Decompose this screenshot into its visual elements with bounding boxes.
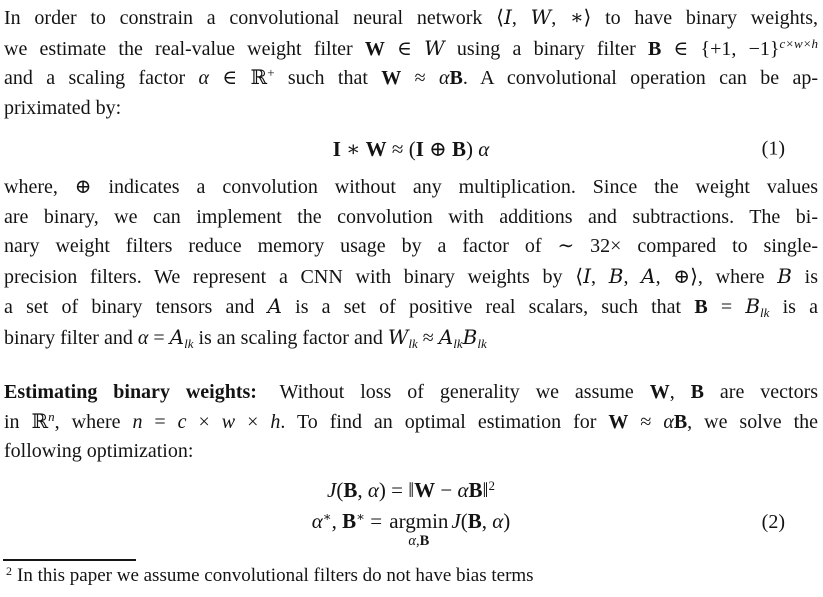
superscript-run: ∗ xyxy=(356,508,365,524)
text-run: I xyxy=(583,263,591,288)
text-run: J xyxy=(327,477,337,502)
text-run: and a scaling factor xyxy=(4,67,199,89)
text-run: α xyxy=(198,67,210,89)
text-run: h xyxy=(270,410,281,433)
text-run: A xyxy=(169,324,185,349)
text-run: W xyxy=(424,35,445,60)
text-run: J xyxy=(451,508,461,533)
text-run: α xyxy=(439,67,450,89)
text-run: = xyxy=(364,508,388,533)
equation-2 xyxy=(4,475,818,549)
text-run: α xyxy=(663,410,674,433)
text-run: = xyxy=(142,410,178,433)
text-run: , ⊕⟩, where xyxy=(655,265,778,288)
text-run: B xyxy=(647,37,662,60)
text-run: × xyxy=(186,410,222,433)
footnote-text: In this paper we assume convolutional filters do not have bias terms xyxy=(17,564,534,586)
text-run: argmin xyxy=(389,508,449,533)
equation-1 xyxy=(4,127,818,171)
text-run: ∈ {+1, −1} xyxy=(661,37,780,60)
text-run: ∈ xyxy=(384,37,425,60)
text-run: B xyxy=(449,67,463,89)
text-run: α xyxy=(492,508,504,533)
text-line xyxy=(4,3,818,34)
text-run: , we solve the xyxy=(687,410,819,433)
text-run: B xyxy=(745,294,761,318)
text-run: binary filter and xyxy=(4,326,138,349)
text-run: , xyxy=(357,477,368,502)
text-run: B xyxy=(468,477,483,502)
text-run: I xyxy=(503,5,512,29)
text-run: using a binary filter xyxy=(444,37,648,60)
text-line xyxy=(4,262,818,293)
text-run: where, ⊕ indicates a convolution without any multiplication. Since the weight values xyxy=(4,176,818,198)
text-run: B xyxy=(342,508,357,533)
subscript-run: lk xyxy=(408,335,418,351)
equation-1-body xyxy=(333,137,490,162)
text-run: W xyxy=(364,37,385,60)
text-line xyxy=(4,94,818,124)
text-run: B xyxy=(690,381,704,403)
text-run: B xyxy=(673,410,688,433)
text-run: are binary, we can implement the convolution with additions and subtractions. The bi- xyxy=(4,205,818,228)
text-run: B xyxy=(462,324,478,349)
paragraph-intro xyxy=(4,3,818,123)
text-run: A xyxy=(438,324,454,349)
text-run: I xyxy=(332,136,341,161)
text-run: I xyxy=(415,136,424,161)
text-run: nary weight filters reduce memory usage by a factor of ∼ 32× compared to single- xyxy=(4,235,818,257)
text-run: B xyxy=(452,136,467,161)
text-run: = xyxy=(148,326,170,349)
text-run: is a set of positive real scalars, such that xyxy=(281,296,695,318)
text-run: , xyxy=(416,532,420,549)
text-run: w xyxy=(221,410,236,433)
paragraph-body xyxy=(4,173,818,353)
text-run: ) xyxy=(503,508,511,533)
text-run: B xyxy=(694,296,708,318)
text-run: α xyxy=(478,136,490,161)
superscript-run: 2 xyxy=(488,477,495,493)
text-run: ( xyxy=(336,477,344,502)
text-run: A xyxy=(267,294,282,318)
equation-2-row1 xyxy=(4,475,818,506)
text-run: ∈ ℝ xyxy=(209,67,268,89)
text-run: W xyxy=(649,381,670,403)
text-run: is an scaling factor and xyxy=(193,326,388,349)
argmin-operator xyxy=(389,506,449,549)
text-line xyxy=(4,232,818,262)
text-run: α xyxy=(408,532,417,549)
subscript-run: lk xyxy=(184,335,194,351)
text-run: B xyxy=(608,263,624,288)
superscript-run: ∗ xyxy=(322,508,332,524)
equation-2-row2 xyxy=(4,506,818,549)
subscript-run: lk xyxy=(453,335,463,351)
text-run: W xyxy=(414,477,436,502)
text-line xyxy=(4,173,818,203)
text-run: in ℝ xyxy=(4,410,49,433)
text-run: precision filters. We represent a CNN with binary weights by ⟨ xyxy=(4,265,584,288)
section-heading: Estimating binary weights: xyxy=(4,381,257,403)
text-run: n xyxy=(132,410,143,433)
equation-1-number: (1) xyxy=(761,137,785,160)
text-run: ≈ xyxy=(417,326,439,349)
text-run: , where xyxy=(54,410,133,433)
superscript-run: + xyxy=(267,65,275,80)
text-line xyxy=(4,408,818,438)
text-run: ≈ xyxy=(401,67,440,89)
text-run: are vectors xyxy=(704,381,819,403)
text-line xyxy=(4,292,818,323)
text-run: − xyxy=(435,477,458,502)
paragraph-estimating xyxy=(4,378,818,467)
text-run: B xyxy=(343,477,358,502)
subscript-run: lk xyxy=(477,335,487,351)
text-run: ) xyxy=(466,136,479,161)
text-run: priximated by: xyxy=(4,96,122,119)
text-run: is xyxy=(791,265,819,288)
text-run: . A convolutional operation can be ap- xyxy=(462,67,818,89)
text-line xyxy=(4,323,818,354)
text-run: ( xyxy=(460,508,468,533)
text-line xyxy=(4,437,818,467)
text-run: ‖ xyxy=(482,477,489,502)
text-run: B xyxy=(777,263,792,288)
text-run: B xyxy=(419,532,430,549)
subscript-run: lk xyxy=(760,305,770,320)
text-run: c xyxy=(177,410,187,433)
text-line xyxy=(4,378,818,408)
text-run: W xyxy=(387,324,409,349)
text-run: we estimate the real-value weight filter xyxy=(4,37,365,60)
text-run: α xyxy=(367,477,379,502)
text-line xyxy=(4,34,818,65)
text-run: α xyxy=(457,477,469,502)
superscript-run: n xyxy=(48,408,55,424)
text-run: following optimization: xyxy=(4,440,194,462)
text-run: × xyxy=(235,410,271,433)
text-run: , xyxy=(511,7,531,29)
footnote-marker: 2 xyxy=(6,563,12,578)
text-run: α xyxy=(311,508,323,533)
superscript-run: c×w×h xyxy=(779,35,819,51)
text-run: ) = ‖ xyxy=(378,477,415,502)
text-run: . To find an optimal estimation for xyxy=(280,410,609,433)
text-run: α xyxy=(137,326,149,349)
text-run: = xyxy=(707,296,746,318)
text-run: , xyxy=(623,265,642,288)
text-run: W xyxy=(381,67,402,89)
text-line xyxy=(4,203,818,233)
text-run: In order to constrain a convolutional neural network ⟨ xyxy=(4,7,504,29)
equation-2-number: (2) xyxy=(761,510,785,533)
footnote-rule xyxy=(3,559,136,561)
text-run: such that xyxy=(274,67,382,89)
text-run: a set of binary tensors and xyxy=(4,296,268,318)
oplus-symbol: ⊕ xyxy=(423,136,452,161)
text-run: W xyxy=(365,136,387,161)
text-run: W xyxy=(530,5,552,29)
text-run: ∗ xyxy=(340,136,366,161)
text-run: B xyxy=(467,508,482,533)
text-run: , ∗⟩ to have binary weights, xyxy=(551,7,818,29)
footnote xyxy=(4,563,818,588)
text-run: W xyxy=(608,410,629,433)
text-run: is a xyxy=(769,296,818,318)
text-run: ≈ xyxy=(628,410,664,433)
text-run: , xyxy=(331,508,343,533)
text-run: ≈ ( xyxy=(386,136,416,161)
text-run: , xyxy=(669,381,691,403)
text-line xyxy=(4,64,818,94)
argmin-subscript xyxy=(408,534,429,549)
text-run: Without loss of generality we assume xyxy=(263,381,650,403)
text-run: , xyxy=(591,265,609,288)
text-run: , xyxy=(481,508,493,533)
text-run: A xyxy=(641,263,656,288)
